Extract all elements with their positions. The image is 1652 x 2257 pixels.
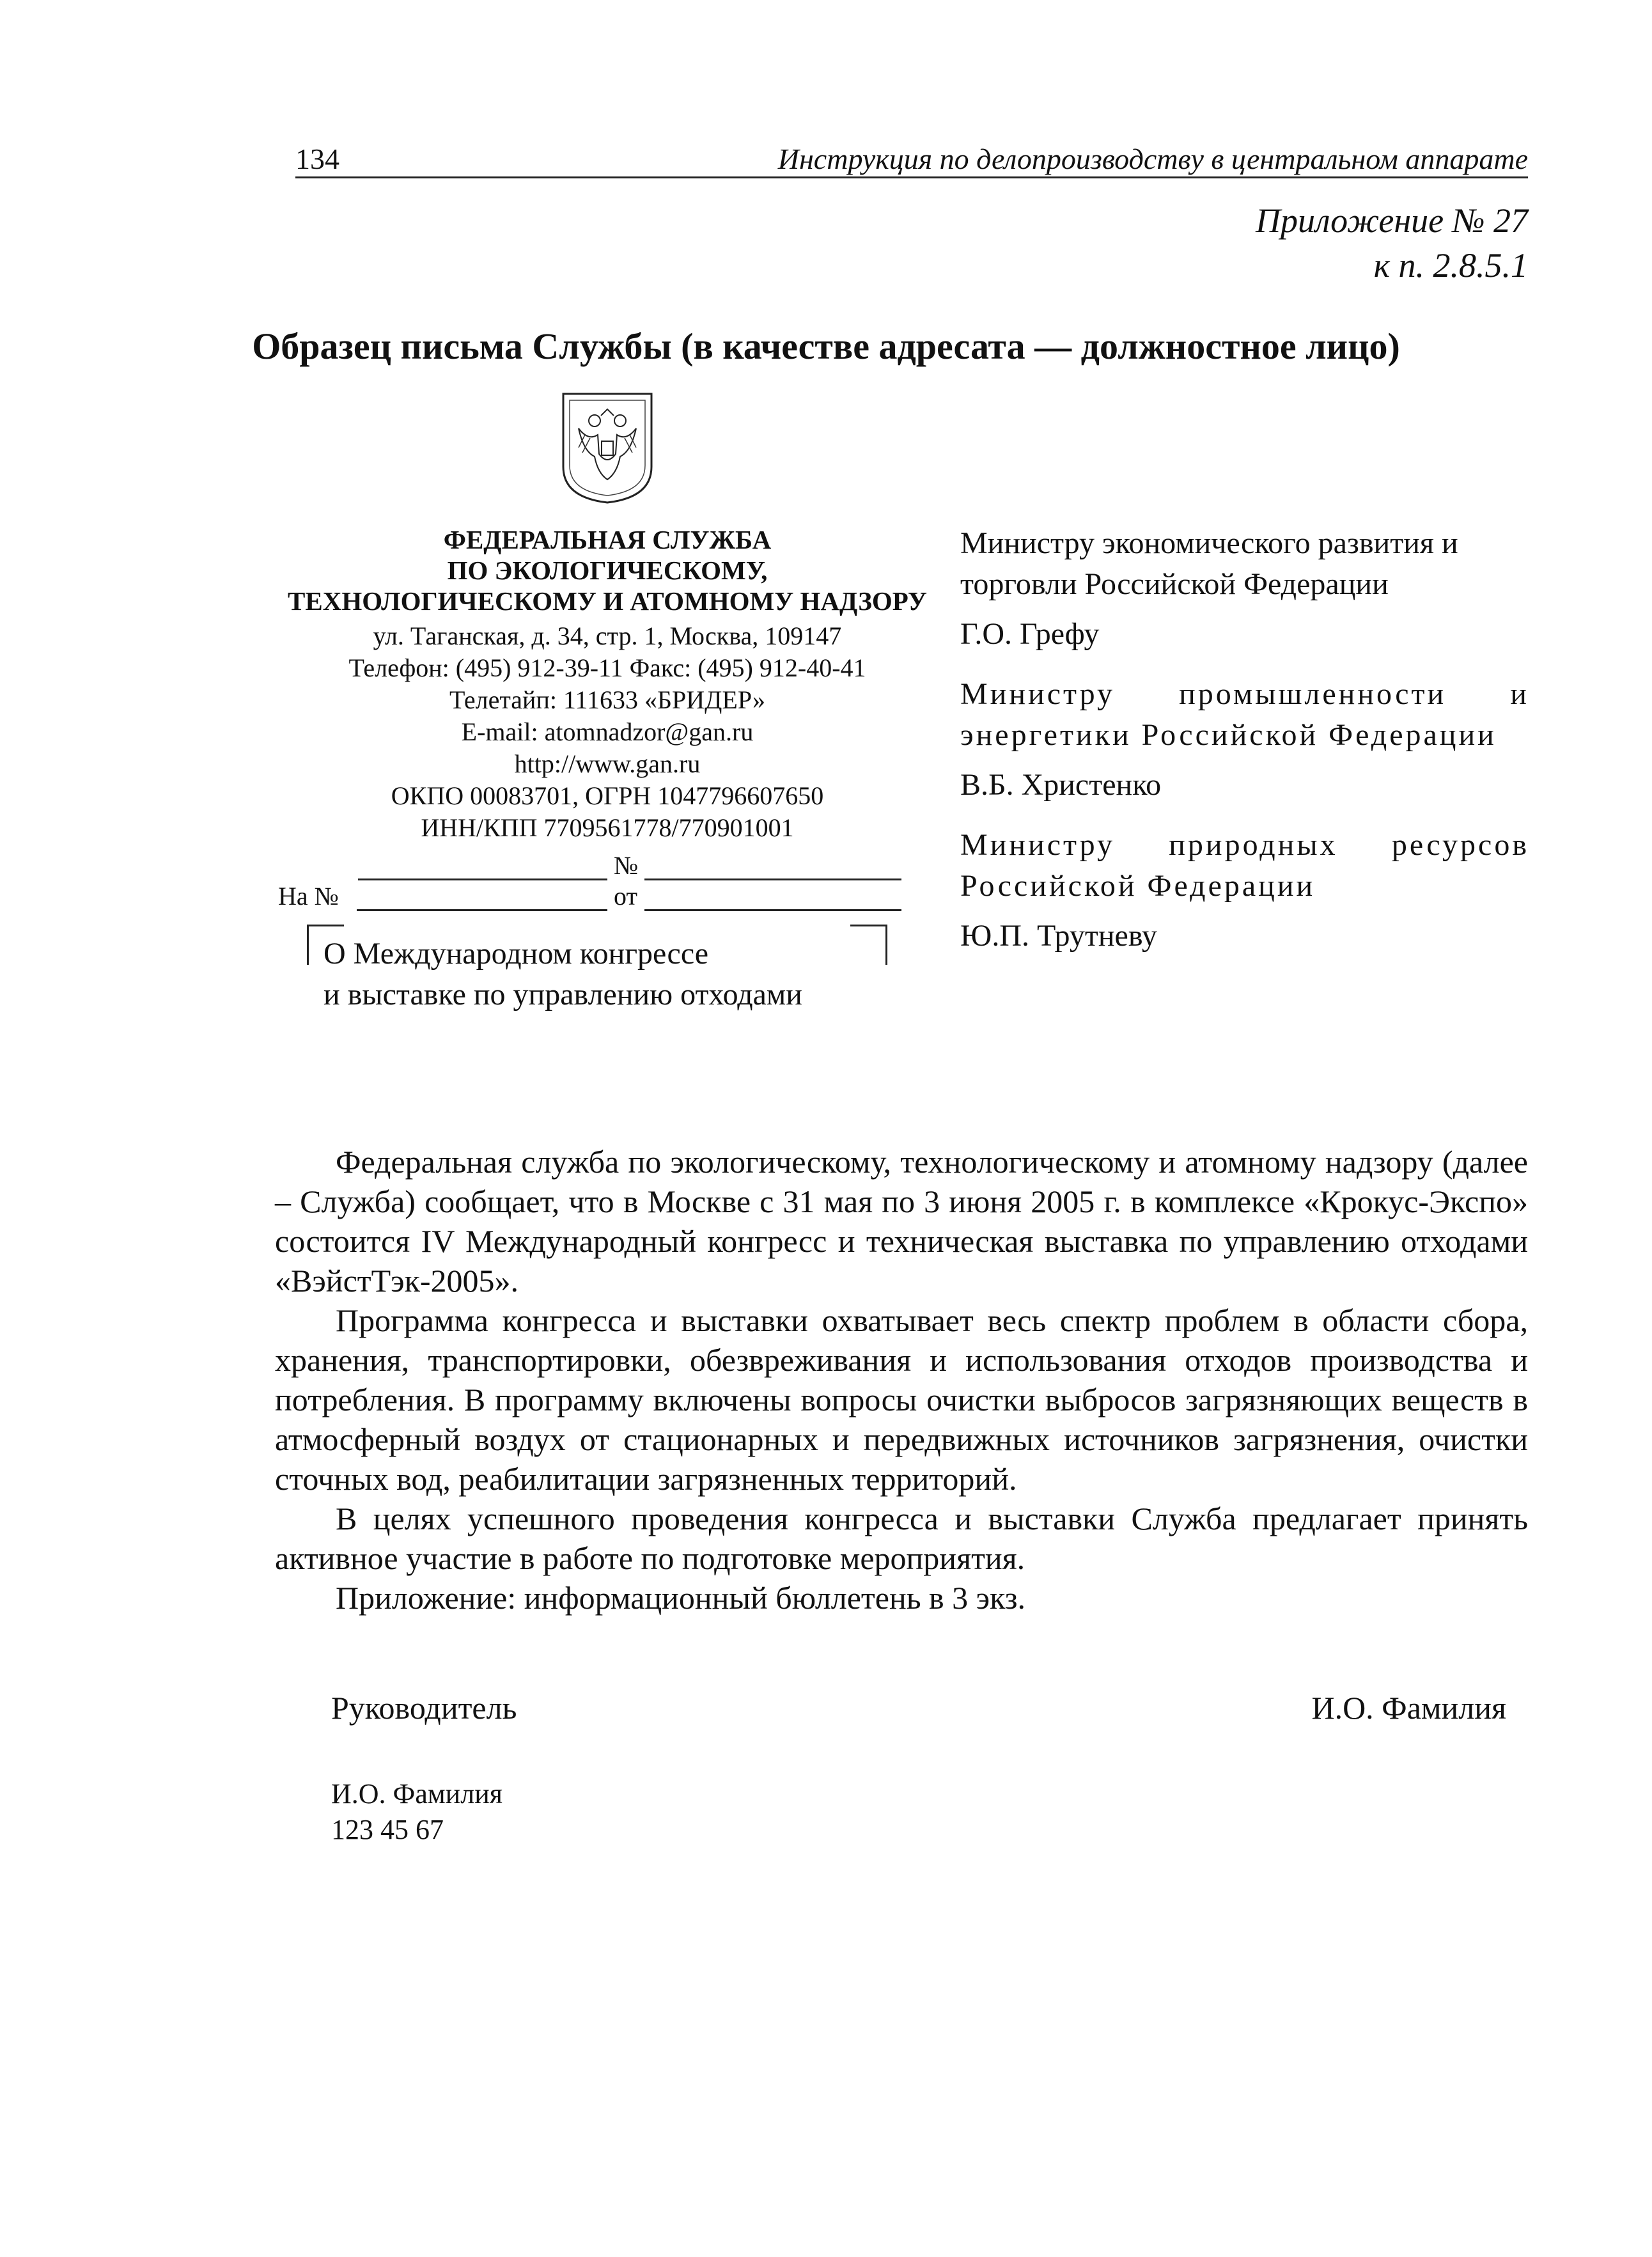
body-paragraph: Программа конгресса и выставки охватывает весь спектр проблем в области сбора, хранения, транспортировки, обезвреживания и использования отходов производства и потребления. В программу включены вопросы очистки выбросов загрязняющих веществ в атмосферный воздух от стационарных и передвижных источников загрязнения, очистки сточных вод, реабилитации загрязненных территорий. [275,1302,1528,1497]
executor-name: И.О. Фамилия [331,1778,503,1809]
subject-block [323,933,802,1015]
reply-to-date-blank [644,909,901,911]
executor-block [331,1776,503,1848]
addressee-name: В.Б. Христенко [960,768,1162,802]
body-paragraph: Федеральная служба по экологическому, технологическому и атомному надзору (далее – Служба) сообщает, что в Москве с 31 мая по 3 июня 2005 г. в комплексе «Крокус-Экспо» состоится IV Международный конгресс и техническая выставка по управлению отходами «ВэйстТэк-2005». [275,1144,1528,1299]
sender-org-line-1: ФЕДЕРАЛЬНАЯ СЛУЖБА [443,525,772,554]
sender-address: ул. Таганская, д. 34, стр. 1, Москва, 109147 [373,621,842,650]
sender-phone-fax: Телефон: (495) 912-39-11 Факс: (495) 912-40-41 [348,653,866,682]
outgoing-date-blank [358,879,607,880]
document-title: Образец письма Службы (в качестве адресата — должностное лицо) [252,325,1400,367]
outgoing-number-row [275,850,901,882]
addressee-3 [960,825,1529,957]
reply-to-number-blank [357,909,607,911]
body-paragraph: В целях успешного проведения конгресса и выставки Служба предлагает принять активное участие в работе по подготовке мероприятия. [275,1501,1528,1576]
sender-email: E-mail: atomnadzor@gan.ru [461,717,754,746]
sender-website: http://www.gan.ru [514,749,701,778]
addressee-position: Министру экономического развития и торговли Российской Федерации [960,526,1458,601]
appendix-number: Приложение № 27 [1255,201,1528,240]
reply-to-label: На № [278,882,339,910]
number-label: № [614,851,639,880]
sender-teletype: Телетайп: 111633 «БРИДЕР» [449,685,766,714]
addressee-block [960,523,1529,976]
sender-org-line-2: ПО ЭКОЛОГИЧЕСКОМУ, [447,556,768,585]
appendix-clause: к п. 2.8.5.1 [1373,246,1528,285]
sender-block [269,524,946,844]
page-number: 134 [295,143,339,175]
signer-title: Руководитель [331,1690,517,1726]
date-label: от [614,882,637,910]
sender-org-line-3: ТЕХНОЛОГИЧЕСКОМУ И АТОМНОМУ НАДЗОРУ [288,586,927,616]
addressee-position: Министру природных ресурсов Российской Федерации [960,828,1529,903]
addressee-position: Министру промышленности и энергетики Российской Федерации [960,677,1529,752]
header-rule [295,176,1528,178]
subject-corner-right [850,925,887,965]
body-paragraph: Приложение: информационный бюллетень в 3 экз. [336,1580,1025,1616]
addressee-2 [960,674,1529,806]
addressee-name: Ю.П. Трутневу [960,919,1157,953]
sender-inn-kpp: ИНН/КПП 7709561778/770901001 [421,813,794,842]
subject-line-2: и выставке по управлению отходами [323,978,802,1011]
running-title: Инструкция по делопроизводству в центральном аппарате [777,143,1528,175]
addressee-1 [960,523,1529,655]
coat-of-arms-icon [559,390,655,505]
letter-body [275,1142,1528,1618]
outgoing-number-blank [644,879,901,880]
subject-line-1: О Международном конгрессе [323,937,709,971]
reply-to-row [275,881,901,913]
executor-phone: 123 45 67 [331,1814,444,1845]
addressee-name: Г.О. Грефу [960,617,1100,651]
sender-okpo-ogrn: ОКПО 00083701, ОГРН 1047796607650 [391,781,824,810]
signer-name: И.О. Фамилия [1311,1690,1506,1726]
appendix-reference [1256,198,1528,288]
